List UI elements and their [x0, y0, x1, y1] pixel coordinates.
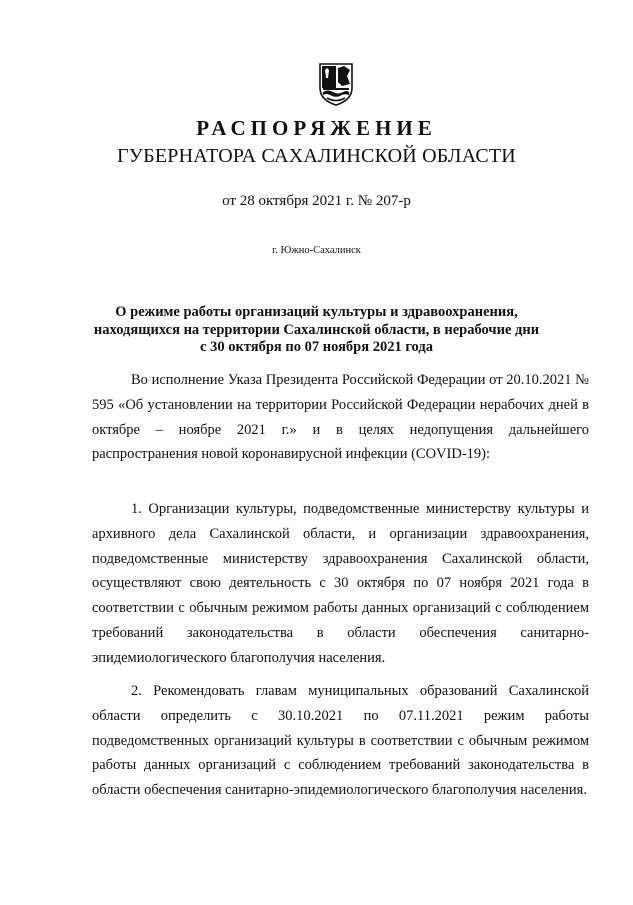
date-number: от 28 октября 2021 г. № 207-р [222, 193, 411, 209]
heading-line: О режиме работы организаций культуры и здравоохранения, [115, 304, 518, 320]
document-issuer: ГУБЕРНАТОРА САХАЛИНСКОЙ ОБЛАСТИ [117, 145, 516, 167]
sakhalin-coat-of-arms-icon [318, 62, 354, 106]
paragraph-text: 1. Организации культуры, подведомственные министерству культуры и архивного дела Сахалинской области, и организации здравоохранения, подведомственные министерству здравоохранения Сахалинской области, осуществляют свою деятельность с 30 октября по 07 ноября 2021 года в соответствии с обычным режимом работы данных организаций с соблюдением требований законодательства в области обеспечения санитарно-эпидемиологического благополучия населения. [92, 501, 589, 666]
body-paragraph-2 [92, 679, 589, 803]
document-heading [60, 304, 573, 357]
paragraph-text: Во исполнение Указа Президента Российской Федерации от 20.10.2021 № 595 «Об установлении на территории Российской Федерации нерабочих дней в октябре – ноябре 2021 г.» и в целях недопущения дальнейшего распространения новой коронавирусной инфекции (COVID-19): [92, 372, 589, 463]
document-title: РАСПОРЯЖЕНИЕ [196, 116, 437, 140]
body-paragraph-1 [92, 497, 589, 671]
city-name: г. Южно-Сахалинск [272, 245, 361, 256]
body-paragraph-preamble [92, 368, 589, 467]
heading-line: находящихся на территории Сахалинской области, в нерабочие дни [93, 321, 540, 338]
heading-line: с 30 октября по 07 ноября 2021 года [200, 339, 433, 355]
paragraph-text: 2. Рекомендовать главам муниципальных образований Сахалинской области определить с 30.10.2021 по 07.11.2021 режим работы подведомственных организаций культуры в соответствии с обычным режимом работы данных организаций с соблюдением требований законодательства в области обеспечения санитарно-эпидемиологического благополучия населения. [92, 683, 589, 799]
